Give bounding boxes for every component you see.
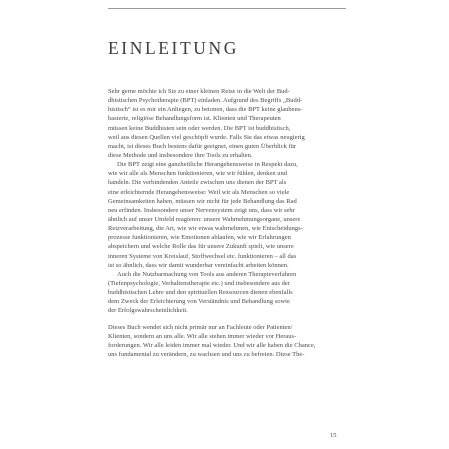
text-line: Klienten, sondern an uns alle. Wir alle stehen immer wieder vor Heraus-	[108, 332, 297, 340]
chapter-body	[108, 87, 344, 359]
text-line: inneren Systeme von Kreislauf, Stoffwechsel etc. funktionieren – all das	[108, 252, 297, 260]
text-line: Dieses Buch wendet sich nicht primär nur an Fachleute oder Patienten/	[108, 323, 293, 331]
text-line: Auch die Nutzbarmachung von Tools aus anderen Therapieverfahren	[117, 270, 297, 278]
text-line: weil aus diesen Quellen viel geschöpft wurde. Falls Sie das etwas neugierig	[108, 133, 305, 141]
text-line: macht, ist dieses Buch bestens dafür geeignet, einen guten Überblick für	[108, 142, 297, 150]
text-line: Gemeinsamkeiten haben, müssen wir nicht für jede Behandlung das Rad	[108, 197, 297, 205]
text-line: buddhistischen Lehre und den spirituellen Ressourcen dienen ebenfalls	[108, 289, 293, 297]
text-line: müssen keine Buddhisten sein oder werden. Die BPT ist buddhistisch,	[108, 124, 291, 132]
paragraph	[108, 160, 344, 270]
text-line: Reizverarbeitung, die Art, wie wir etwas wahrnehmen, wie Entscheidungs-	[108, 225, 303, 233]
text-line: dhistischen Psychotherapie (BPT) einladen. Aufgrund des Begriffs „Budd-	[108, 97, 303, 105]
text-line: histisch“ ist es mir ein Anliegen, zu betonen, dass die BPT keine glaubens-	[108, 106, 303, 114]
chapter-title: EINLEITUNG	[108, 38, 239, 58]
text-line: handeln. Die verbindenden Anteile zwischen uns dienen der BPT als	[108, 179, 287, 187]
text-line: eine erleichternde Herangehensweise: Weil wir als Menschen so viele	[108, 188, 290, 196]
text-line: abspeichern und welche Rolle das für unsere Zukunft spielt, wie unsere	[108, 243, 294, 251]
text-line: Die BPT zeigt eine ganzheitliche Herangehensweise in Respekt dazu,	[117, 161, 298, 169]
paragraph	[108, 87, 344, 160]
text-line: dem Zweck der Erleichterung von Verständnis und Behandlung sowie	[108, 298, 290, 306]
text-line: basierte, religiöse Behandlungsform ist. Klienten und Therapeuten	[108, 115, 281, 123]
page-number: 15	[330, 432, 337, 439]
text-line: prozesse funktionieren, wie Emotionen ablaufen, wie wir Erfahrungen	[108, 234, 291, 242]
text-line: wie wir alle als Menschen funktionieren, wie wir fühlen, denken und	[108, 170, 288, 178]
text-line: (Tiefenpsychologie, Verhaltenstherapie etc.) und insbesondere aus der	[108, 279, 290, 287]
paragraph	[108, 270, 344, 316]
text-line: diese Methode und insbesondere ihre Tools zu erhalten.	[108, 151, 253, 159]
text-line: forderungen. Wir alle leiden immer mal wieder. Und wir alle haben die Chance,	[108, 341, 316, 349]
text-line: uns fundamental zu verändern, zu wachsen und uns zu befreien. Diese The-	[108, 350, 305, 358]
text-line: neu erfinden. Insbesondere unser Nervensystem zeigt uns, dass wir sehr	[108, 206, 295, 214]
text-line: Sehr gerne möchte ich Sie zu einer kleinen Reise in die Welt der Bud-	[108, 88, 290, 95]
text-line: ist so ähnlich, dass wir damit wunderbar vereinfacht arbeiten können.	[108, 261, 289, 269]
header-rule	[108, 8, 346, 9]
text-line: ähnlich auf unser Umfeld reagieren: unsere Wahrnehmungsorgane, unsere	[108, 215, 301, 223]
section-gap	[108, 316, 344, 323]
paragraph	[108, 323, 344, 360]
text-line: der Erfolgswahrscheinlichkeit.	[108, 307, 188, 315]
